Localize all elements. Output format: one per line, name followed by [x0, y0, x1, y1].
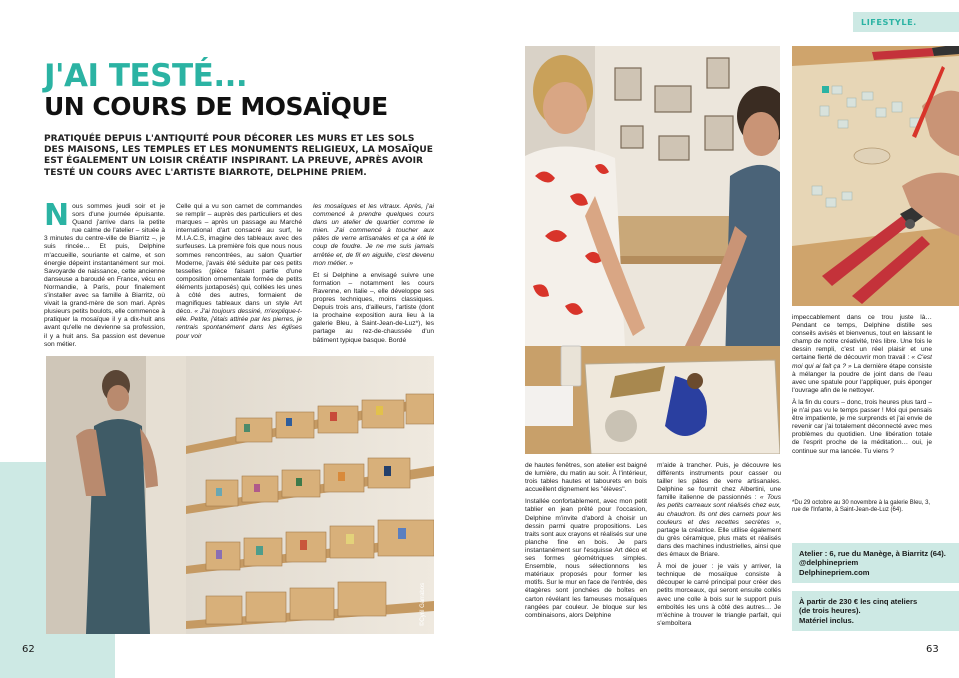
workshop-info-box: [792, 543, 959, 583]
artist-and-student-photo: [525, 46, 780, 454]
price-info-box: [792, 591, 959, 631]
paragraph: ous sommes jeudi soir et je sors d'une journée épuisante. Quand j'arrive dans la petite rue calme de l'atelier – située à 3 minutes du centre-ville de Biarritz –, je suis rincée… Et puis, Delphine m'accueille, souriante et calme, et son énergie dépeint instantanément sur moi. Savoyarde de naissance, cette ancienne danseuse a baroudé en France, vécu en Normandie, à Paris, pour finalement s'installer avec sa famille à Biarritz, où vivait la grand-mère de son mari. Après plusieurs petits boulots, elle commence à pratiquer la mosaïque il y a dix-huit ans avant qu'elle ne devienne sa profession, il y a huit ans. Sa passion est devenue son métier.: [44, 203, 165, 348]
paragraph: m'aide à trancher. Puis, je découvre les différents instruments pour casser ou tailler les pâtes de verre artisanales. Delphine se fournit chez Albertini, une famille italienne de passionnés :: [657, 462, 781, 502]
quote: les mosaïques et les vitraux. Après, j'ai commencé à prendre quelques cours dans un atelier de quartier comme le mien. J'ai commencé à toucher aux pâtes de verre artisanales et ça a été le coup de foudre. Je ne me suis jamais arrêtée et, de fil en aiguille, c'est devenu mon métier. »: [313, 203, 434, 267]
page-number-left: 62: [22, 644, 35, 655]
article-title-kicker: J'AI TESTÉ...: [44, 58, 248, 94]
section-tag: LIFESTYLE.: [853, 12, 959, 32]
paragraph: impeccablement dans ce trou juste là… Pendant ce temps, Delphine distille ses conseils avisés et bienvenus, tout en laissant le champ de notre créativité, très libre. Une fois le dessin rempli, c'est un réel plaisir et une certaine fierté de découvrir mon travail :: [792, 314, 932, 362]
dropcap: N: [44, 203, 70, 233]
footnote: *Du 29 octobre au 30 novembre à la galerie Bleu, 3, rue de l'Infante, à Saint-Jean-de-Luz (64).: [792, 500, 931, 514]
price-line: À partir de 230 € les cinq ateliers: [799, 597, 918, 606]
article-title: UN COURS DE MOSAÏQUE: [44, 92, 388, 121]
right-column-1: [525, 462, 647, 637]
website-link[interactable]: Delphinepriem.com: [799, 567, 870, 577]
page-number-right: 63: [926, 644, 939, 655]
quote: « C'est moi qui ai fait ça ? »: [792, 354, 932, 370]
quote: « J'ai toujours dessiné, m'explique-t-elle. Petite, j'étais attirée par les pierres, je rentrais spontanément dans les églises pour voir: [176, 308, 302, 340]
material-line: Matériel inclus.: [799, 615, 854, 625]
paragraph: Installée confortablement, avec mon petit tablier en jean prêté pour l'occasion, Delphine m'invite d'abord à choisir un dessin parmi quatre propositions. Les traits sont aux crayons et réalisés sur une planche fine en bois. Je pars instantanément sur l'esquisse Art déco et ses formes géométriques simples. Ensemble, nous sélectionnons les matériaux proposés pour former les motifs. Sur le mur en face de l'entrée, des étagères sont jonchées de boîtes en carton révélant les fameuses mosaïques rangées par couleur. Je bloque sur les combinaisons, alors Delphine: [525, 498, 647, 619]
instagram-handle[interactable]: @delphinepriem: [799, 558, 859, 568]
left-column-3: [313, 203, 434, 353]
paragraph: À moi de jouer : je vais y arriver, la technique de mosaïque consiste à découper le carré principal pour créer des petits morceaux, qui seront ensuite collés avec une colle à bois sur le support puis emboîtés les uns à côté des autres… Je m'échine à trouver le triangle parfait, qui s'emboîtera: [657, 563, 781, 627]
right-column-3: [792, 314, 932, 496]
paragraph-end: La dernière étape consiste à mélanger la poudre de joint dans de l'eau avec une spatule pour l'appliquer, puis éponger l'ouvrage afin de le nettoyer.: [792, 362, 932, 394]
quote: « Tous les petits carreaux sont réalisés chez eux, au chaudron. Ils ont des carnets pour les couleurs et des recettes secrètes »: [657, 494, 781, 526]
paragraph-end: , partage la créatrice. Elle utilise également du grès céramique, plus mats et réalisés dans des machines industrielles, ainsi que des émaux de Briare.: [657, 518, 781, 559]
photo-credit: ©Cyril Garrabos: [420, 582, 426, 626]
workshop-shelves-photo: [46, 356, 434, 634]
duration-line: (de trois heures).: [799, 606, 861, 616]
paragraph: Et si Delphine a envisagé suivre une formation – notamment les cours Ravenne, en Italie –, elle développe ses propres techniques, moins classiques. Depuis trois ans, d'ailleurs, l'artiste (dont la prochaine exposition aura lieu à la galerie Bleu, à Saint-Jean-de-Luz*), les partage au rez-de-chaussée d'un bâtiment typique basque. Bordé: [313, 271, 434, 344]
mosaic-tools-photo: [792, 46, 959, 306]
article-lead: PRATIQUÉE DEPUIS L'ANTIQUITÉ POUR DÉCORER LES MURS ET LES SOLS DES MAISONS, LES TEMPLES ET LES MONUMENTS RELIGIEUX, LA MOSAÏQUE EST ÉGALEMENT UN LOISIR CRÉATIF INSPIRANT. LA PREUVE, APRÈS AVOIR TESTÉ UN COURS AVEC L'ARTISTE BIARROTE, DELPHINE PRIEM.: [44, 134, 433, 178]
right-column-2: [657, 462, 781, 637]
paragraph: Celle qui a vu son carnet de commandes se remplir – auprès des particuliers et des marques – après un passage au Marché international d'art consacré au surf, le M.I.A.C.S, imagine des tableaux avec des surfeuses. La première fois que nous nous sommes rencontrées, au salon Quartier Moderne, j'avais été séduite par ces petits tesselles (pièce faisant partie d'une composition ornementale formée de petits éléments juxtaposés) qui, collées les unes à côté des autres, formaient de magnifiques tableaux dans un style Art déco.: [176, 203, 302, 316]
workshop-address: Atelier : 6, rue du Manège, à Biarritz (64).: [799, 549, 946, 558]
left-column-1: [44, 203, 165, 353]
paragraph: À la fin du cours – donc, trois heures plus tard – je n'ai pas vu le temps passer ! Moi qui pensais être impatiente, je me surprends et j'ai envie de revenir car j'ai totalement déconnecté avec mes problèmes du quotidien. Une libération totale de l'esprit proche de la méditation… oui, je continue sur ma lancée. Tu viens ?: [792, 398, 932, 455]
left-column-2: [176, 203, 302, 353]
paragraph: de hautes fenêtres, son atelier est baigné de lumière, du matin au soir. À l'intérieur, trois tables hautes et tabourets en bois accueillent dignement les "élèves".: [525, 462, 647, 494]
